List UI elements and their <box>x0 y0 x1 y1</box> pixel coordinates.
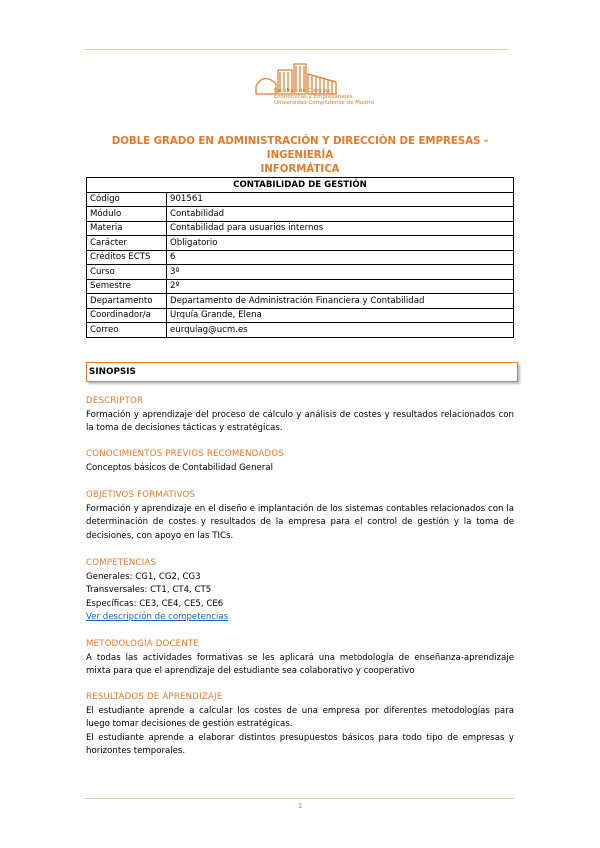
row-value: 6 <box>167 250 514 265</box>
competencies-general: Generales: CG1, CG2, CG3 <box>86 571 201 582</box>
row-label: Créditos ECTS <box>87 250 167 265</box>
competencies-transversal: Transversales: CT1, CT4, CT5 <box>86 585 212 595</box>
row-value: Departamento de Administración Financiera y Contabilidad <box>167 294 514 309</box>
prerequisites-text: Conceptos básicos de Contabilidad General <box>86 462 273 473</box>
table-row <box>87 323 514 338</box>
logo-caption <box>274 88 375 106</box>
row-label: Materia <box>87 221 167 236</box>
objectives-text: Formación y aprendizaje en el diseño e implantación de los sistemas contables relacionados con la determinación de costes y resultados de la empresa para el control de gestión y la toma de decisiones, con apoyo en las TICs. <box>86 503 514 541</box>
descriptor-section <box>86 395 514 436</box>
table-row <box>87 207 514 222</box>
row-label: Carácter <box>87 236 167 251</box>
bottom-divider <box>86 798 514 799</box>
page-number: 1 <box>297 802 303 810</box>
table-row <box>87 236 514 251</box>
logo-line-3: Universidad Complutense de Madrid <box>274 100 375 106</box>
row-label: Semestre <box>87 279 167 294</box>
methodology-heading: METODOLOGÍA DOCENTE <box>86 639 200 649</box>
competencies-specific: Específicas: CE3, CE4, CE5, CE6 <box>86 598 224 609</box>
objectives-heading: OBJETIVOS FORMATIVOS <box>86 490 196 500</box>
logo-line-2: Económicas y Empresariales <box>274 94 353 100</box>
competencies-heading: COMPETENCIAS <box>86 558 157 568</box>
objectives-section <box>86 489 514 543</box>
row-value: Urquía Grande, Elena <box>167 308 514 323</box>
row-label: Departamento <box>87 294 167 309</box>
table-row <box>87 294 514 309</box>
table-row <box>87 308 514 323</box>
title-line-2: INFORMÁTICA <box>260 164 340 175</box>
results-text-1: El estudiante aprende a calcular los costes de una empresa por diferentes metodologías para luego tomar decisiones de gestión estratégicas. <box>86 705 514 729</box>
results-text-2: El estudiante aprende a elaborar distintos presupuestos básicos para todo tipo de empresas y horizontes temporales. <box>86 732 514 756</box>
row-value: 3º <box>167 265 514 280</box>
prerequisites-heading: CONOCIMIENTOS PREVIOS RECOMENDADOS <box>86 449 284 459</box>
results-heading: RESULTADOS DE APRENDIZAJE <box>86 692 223 702</box>
row-value: eurquiag@ucm.es <box>167 323 514 338</box>
logo-line-1: Facultad de Ciencias <box>274 88 331 94</box>
table-row <box>87 250 514 265</box>
table-row <box>87 221 514 236</box>
title-line-1: DOBLE GRADO EN ADMINISTRACIÓN Y DIRECCIÓN DE EMPRESAS - INGENIERÍA <box>111 136 489 161</box>
row-value: 2º <box>167 279 514 294</box>
page-title <box>86 135 514 177</box>
competencies-section <box>86 557 514 625</box>
table-row <box>87 279 514 294</box>
row-label: Correo <box>87 323 167 338</box>
row-value: Contabilidad para usuarios internos <box>167 221 514 236</box>
methodology-text: A todas las actividades formativas se les aplicará una metodología de enseñanza-aprendizaje mixta para que el aprendizaje del estudiante sea colaborativo y cooperativo <box>86 652 514 676</box>
row-label: Módulo <box>87 207 167 222</box>
row-label: Coordinador/a <box>87 308 167 323</box>
row-value: Obligatorio <box>167 236 514 251</box>
descriptor-text: Formación y aprendizaje del proceso de cálculo y análisis de costes y resultados relacionados con la toma de decisiones tácticas y estratégicas. <box>86 409 514 433</box>
row-value: 901561 <box>167 192 514 207</box>
row-value: Contabilidad <box>167 207 514 222</box>
results-section <box>86 691 514 759</box>
table-row <box>87 265 514 280</box>
table-row <box>87 192 514 207</box>
row-label: Código <box>87 192 167 207</box>
prerequisites-section <box>86 448 514 475</box>
descriptor-heading: DESCRIPTOR <box>86 396 144 406</box>
table-header: CONTABILIDAD DE GESTIÓN <box>87 178 514 193</box>
top-divider <box>86 49 508 50</box>
table-header-row <box>87 178 514 193</box>
competencies-description-link[interactable]: Ver descripción de competencias <box>86 612 229 622</box>
methodology-section <box>86 638 514 679</box>
row-label: Curso <box>87 265 167 280</box>
course-info-table <box>86 177 514 338</box>
sinopsis-header: SINOPSIS <box>86 362 518 382</box>
